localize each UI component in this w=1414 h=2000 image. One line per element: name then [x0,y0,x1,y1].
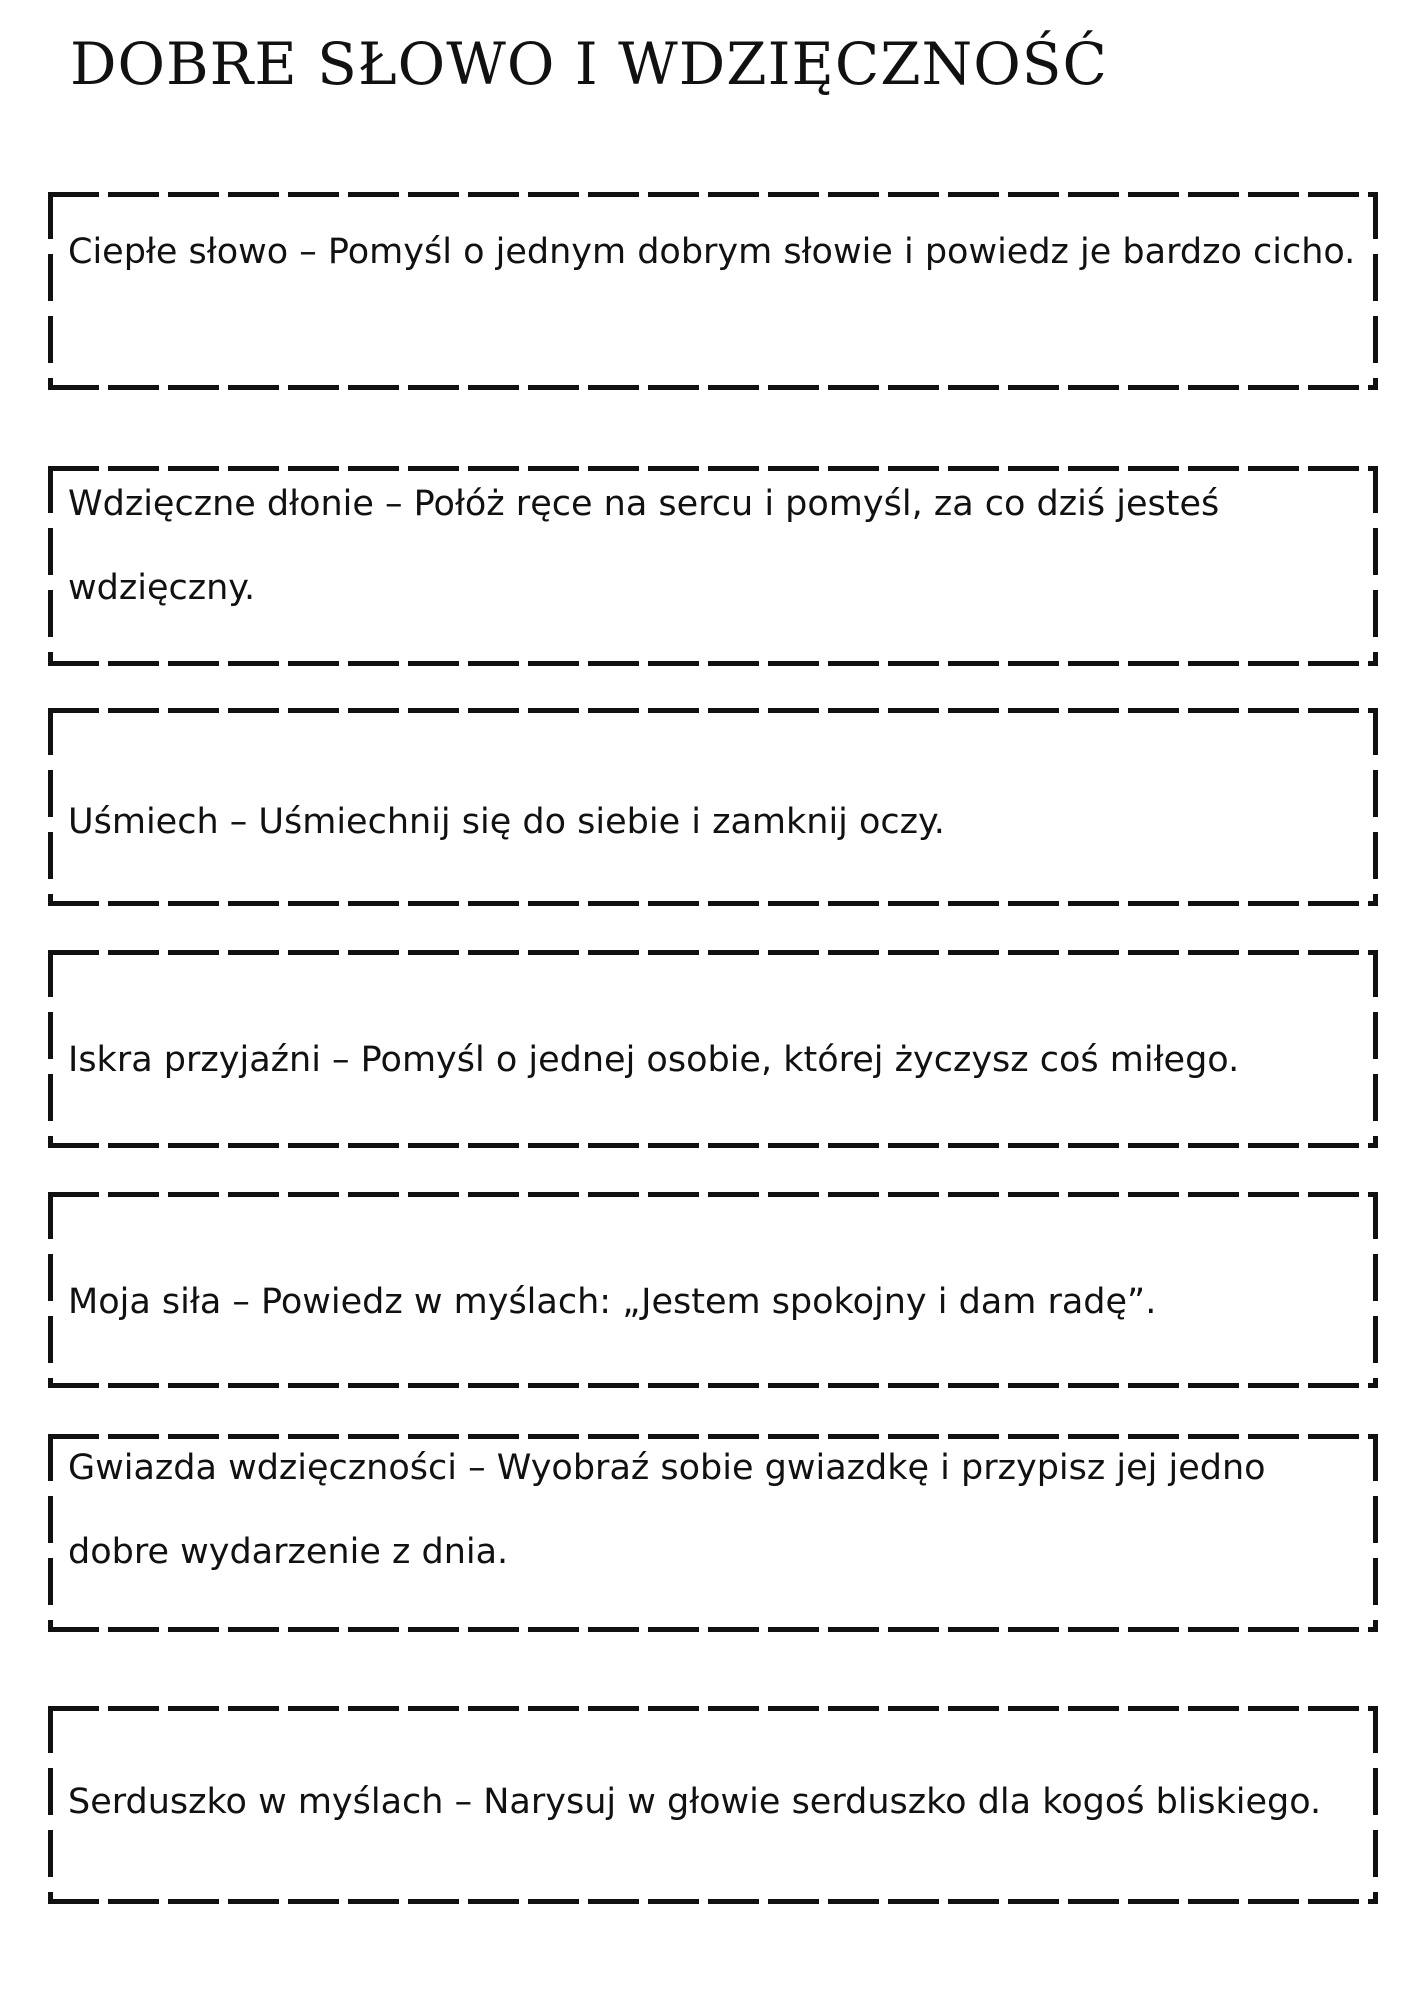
activity-card-text: Moja siła – Powiedz w myślach: „Jestem spokojny i dam radę”. [68,1282,1157,1322]
activity-card-text: Serduszko w myślach – Narysuj w głowie serduszko dla kogoś bliskiego. [68,1782,1322,1822]
activity-card-5 [48,1192,1378,1388]
activity-card-6 [48,1434,1378,1632]
activity-card-text: Iskra przyjaźni – Pomyśl o jednej osobie, której życzysz coś miłego. [68,1040,1240,1080]
activity-card-text: Gwiazda wdzięczności – Wyobraź sobie gwiazdkę i przypisz jej jedno dobre wydarzenie z dnia. [68,1448,1266,1572]
activity-card-3 [48,708,1378,906]
activity-card-text: Ciepłe słowo – Pomyśl o jednym dobrym słowie i powiedz je bardzo cicho. [68,232,1356,272]
activity-card-7 [48,1706,1378,1904]
activity-card-4 [48,950,1378,1148]
activity-card-1 [48,192,1378,390]
activity-card-text: Wdzięczne dłonie – Połóż ręce na sercu i pomyśl, za co dziś jesteś wdzięczny. [68,484,1220,608]
activity-card-text: Uśmiech – Uśmiechnij się do siebie i zamknij oczy. [68,802,945,842]
page-title: DOBRE SŁOWO I WDZIĘCZNOŚĆ [70,30,1108,98]
activity-card-2 [48,466,1378,666]
